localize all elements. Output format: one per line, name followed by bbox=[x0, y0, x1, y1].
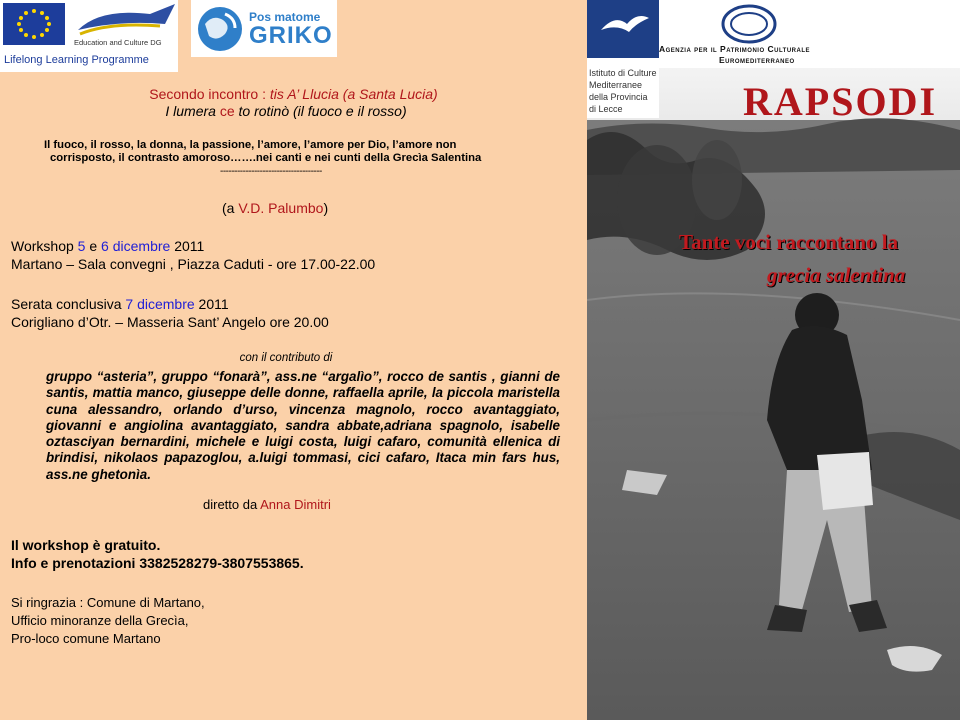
workshop-and: e bbox=[85, 238, 102, 254]
subtitle-rotino: to rotinò (il fuoco e il rosso) bbox=[238, 103, 407, 119]
contributors-list: gruppo “asteria”, gruppo “fonarà”, ass.ne “argalìo”, rocco de santis , gianni de santis, mattia manco, giuseppe delle donne, raffaella aprile, la piccola maristella cuna alessandro, orlando d’urso, vincenza magnolo, rocco avantaggiato, giovanni e angiolina avantaggiato, sandra abbate,adriana spagnolo, isabelle oztasciyan bernardini, michele e luigi costa, luigi cafaro, comunità ellenica di brindisi, nikolaos papazoglou, a.luigi tommasi, cici cafaro, Itaca min fars hus, ass.ne ghetonìa. bbox=[46, 369, 560, 482]
dedication-open: (a bbox=[222, 200, 239, 216]
thanks-line-2: Ufficio minoranze della Grecìa, bbox=[11, 613, 189, 628]
photo-panel bbox=[587, 0, 960, 720]
direction bbox=[203, 497, 331, 512]
istituto-line-1: Istituto di Culture bbox=[589, 68, 657, 78]
globe-icon bbox=[195, 4, 245, 54]
thanks-line-3: Pro-loco comune Martano bbox=[11, 631, 161, 646]
rapsodi-title: RAPSODI bbox=[743, 79, 938, 124]
director-name: Anna Dimitri bbox=[260, 497, 331, 512]
agenzia-line-1: Agenzia per il Patrimonio Culturale bbox=[659, 44, 810, 54]
workshop-free: Il workshop è gratuito. bbox=[11, 537, 161, 553]
meeting-label: Secondo incontro : bbox=[149, 86, 270, 102]
workshop-label: Workshop bbox=[11, 238, 78, 254]
agenzia-line-2: Euromediterraneo bbox=[719, 55, 795, 65]
serata-label: Serata conclusiva bbox=[11, 296, 126, 312]
istituto-line-4: di Lecce bbox=[589, 104, 623, 114]
workshop-day2: 6 dicembre bbox=[101, 238, 171, 254]
dedication-close: ) bbox=[323, 200, 329, 216]
workshop-location: Martano – Sala convegni , Piazza Caduti - ore 17.00-22.00 bbox=[11, 256, 376, 272]
description-line-1: Il fuoco, il rosso, la donna, la passione, l’amore, l’amore per Dio, l’amore non bbox=[44, 139, 457, 151]
contributors-heading: con il contributo di bbox=[239, 352, 333, 364]
serata-date bbox=[11, 296, 229, 312]
description-line-2: corrisposto, il contrasto amoroso…….nei canti e nei cunti della Grecìa Salentina bbox=[50, 152, 482, 164]
istituto-culture-logo bbox=[587, 0, 659, 118]
griko-wordmark: GRIKO bbox=[249, 22, 333, 49]
rings-icon bbox=[719, 2, 779, 46]
divider: ------------------------------------ bbox=[220, 166, 322, 177]
meeting-subtitle bbox=[0, 103, 572, 119]
serata-day: 7 dicembre bbox=[125, 296, 195, 312]
eu-lifelong-learning-logo bbox=[0, 0, 178, 72]
eu-dg-label: Education and Culture DG bbox=[74, 38, 162, 47]
subtitle-lumera: I lumera bbox=[165, 103, 216, 119]
dedication-name: V.D. Palumbo bbox=[238, 200, 324, 216]
tagline-line-2: grecia salentina bbox=[767, 263, 906, 287]
meeting-title: tis A’ Llucia (a Santa Lucia) bbox=[269, 86, 438, 102]
subtitle-ce: ce bbox=[215, 103, 239, 119]
serata-year: 2011 bbox=[194, 296, 229, 312]
pos-matome-griko-logo bbox=[191, 0, 337, 57]
serata-location: Corigliano d’Otr. – Masseria Sant’ Angelo ore 20.00 bbox=[11, 314, 329, 330]
workshop-year: 2011 bbox=[170, 238, 205, 254]
griko-tagline: Pos matome bbox=[249, 10, 321, 24]
lifelong-learning-label: Lifelong Learning Programme bbox=[4, 54, 149, 66]
istituto-line-2: Mediterranee bbox=[589, 80, 643, 90]
tagline-line-1: Tante voci raccontano la bbox=[679, 230, 899, 254]
bird-icon bbox=[587, 0, 659, 58]
workshop-dates bbox=[11, 238, 204, 254]
booking-info: Info e prenotazioni 3382528279-3807553865. bbox=[11, 555, 304, 571]
meeting-heading bbox=[0, 86, 587, 102]
thanks-line-1: Si ringrazia : Comune di Martano, bbox=[11, 595, 205, 610]
agenzia-patrimonio-logo bbox=[659, 0, 960, 68]
istituto-line-3: della Provincia bbox=[589, 92, 648, 102]
direction-label: diretto da bbox=[203, 497, 261, 512]
dedication bbox=[222, 200, 328, 216]
workshop-day1: 5 bbox=[77, 238, 86, 254]
